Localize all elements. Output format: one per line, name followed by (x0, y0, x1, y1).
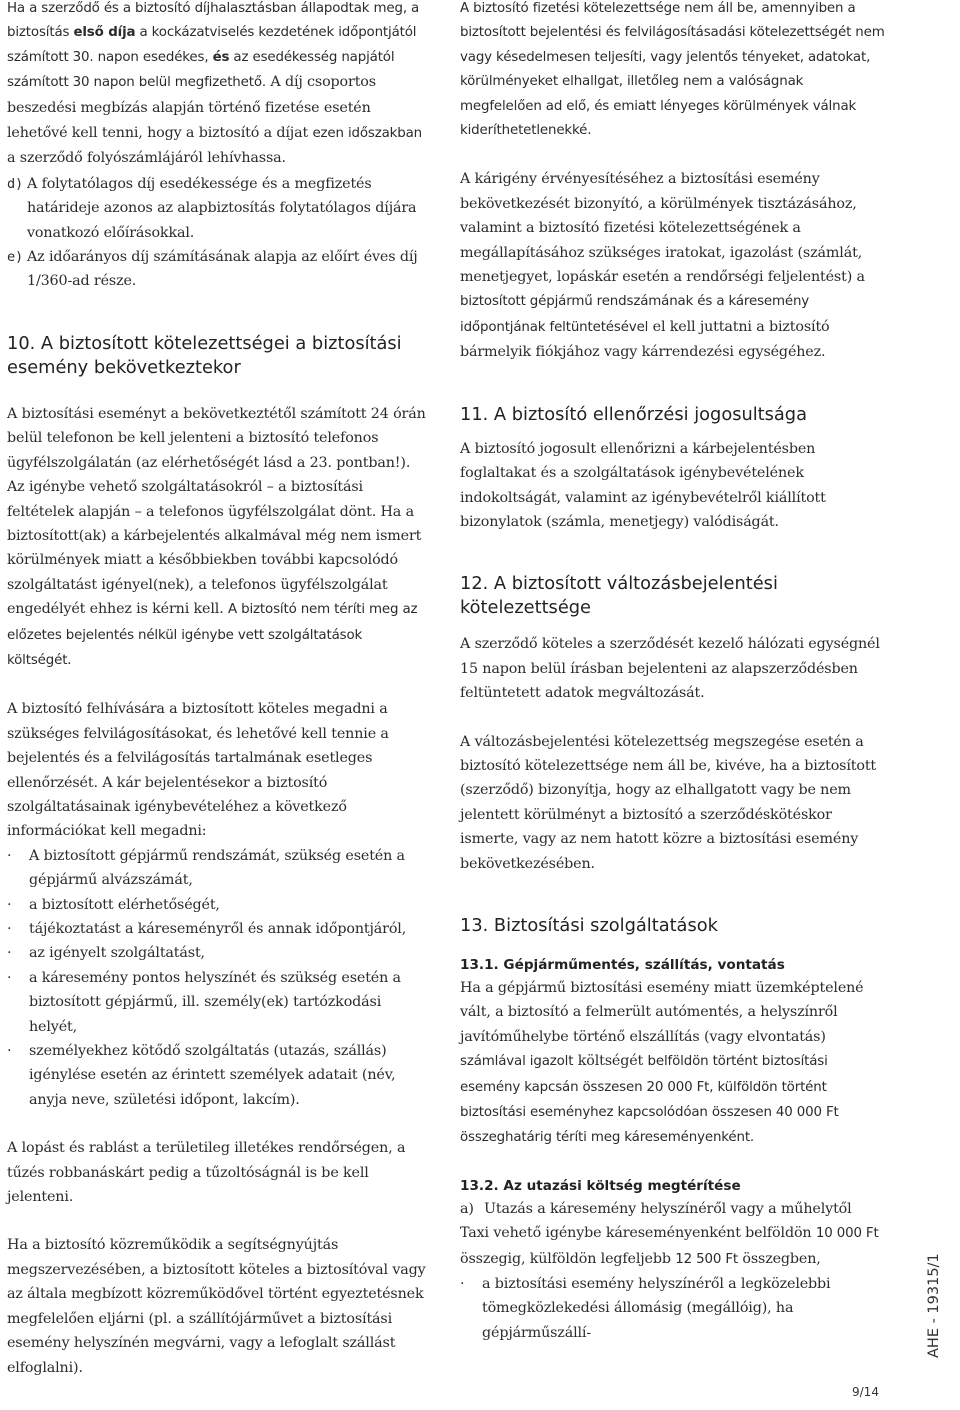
bullet-icon: · (460, 1276, 465, 1293)
section-13-2-heading: 13.2. Az utazási költség megtérítése (460, 1177, 741, 1194)
claim-emphasis: biztosított gépjármű rendszámának és a káresemény időpontjának feltüntetésével (460, 294, 810, 335)
item-a-text: Utazás a káresemény helyszínéről vagy a műhelytől (484, 1200, 852, 1217)
intro-text-tail: az esedékesség napjától számított 30 napon belül megfizethető. (7, 49, 395, 91)
p1-emphasis: A biztosító nem téríti meg az előzetes bejelentés nélkül igénybe vett szolgáltatások költségét. (7, 602, 418, 668)
bullet-icon: · (7, 1043, 12, 1060)
payment-obligation-paragraph: A biztosító fizetési kötelezettsége nem áll be, amennyiben a biztosított bejelentési és felvilágosításadási kötelezettségét nem vagy késedelmesen teljesíti, vagy jelentős tényeket, adatokat, körülményeket elhallgat, illetőleg nem a valóságnak megfelelően ad elő, és emiatt lényeges körülmények válnak kideríthetetlenekké. (460, 1, 885, 139)
intro-text-end: a szerződő folyószámlájáról lehívhassa. (7, 150, 286, 167)
p131-emphasis-invoice: számlával igazolt (460, 1054, 574, 1070)
section-10-paragraph-3: A lopást és rablást a területileg illetékes rendőrségen, a tűzés robbanáskárt pedig a tűzoltóságnál is be kell jelenteni. (7, 1140, 406, 1206)
intro-bold-and: és (212, 49, 230, 65)
item-a-label: a) (460, 1200, 474, 1217)
p131-text-mid: költségét (573, 1053, 648, 1070)
section-10-heading: 10. A biztosított kötelezettségei a biztosítási esemény bekövetkeztekor (7, 332, 402, 378)
section-13-1-heading: 13.1. Gépjárműmentés, szállítás, vontatás (460, 956, 785, 973)
list-item (7, 893, 427, 917)
intro-text: Ha a szerződő és a biztosító díjhalasztásban állapodtak meg, a biztosítás (7, 1, 420, 41)
bullet-text: A biztosított gépjármű rendszámát, szükség esetén a gépjármű alvázszámát, (29, 847, 405, 889)
section-10-paragraph-4: Ha a biztosító közreműködik a segítségnyújtás megszervezésében, a biztosított köteles a biztosítóval vagy az általa megbízott közreműködővel történt egyeztetésnek megfelelően eljárni (pl. a szállítójárművet a biztosítási esemény helyszínén megvárni, vagy a lefoglalt szállást elfoglalni). (7, 1237, 426, 1376)
bullet-text: személyekhez kötődő szolgáltatás (utazás, szállás) igénylése esetén az érintett személyek adatait (név, anyja neve, születési időpont, lakcím). (29, 1043, 396, 1108)
taxi-text: Taxi vehető igénybe káreseményenként belföldön (460, 1225, 816, 1242)
list-item (7, 941, 427, 965)
list-item (7, 966, 427, 1039)
item-e-text: Az időarányos díj számításának alapja az előírt éves díj 1/360-ad része. (27, 249, 418, 290)
list-item (7, 1039, 427, 1112)
intro-text-mid: a kockázatviselés kezdetének időpontjától számított 30. napon esedékes, (7, 25, 417, 65)
page-number: 9/14 (852, 1385, 879, 1399)
section-10-paragraph-1 (7, 402, 427, 673)
item-d-text: A folytatólagos díj esedékessége és a megfizetés határideje azonos az alapbiztosítás folytatólagos díjára vonatkozó előírásokkal. (27, 175, 417, 241)
p131-text: Ha a gépjármű biztosítási esemény miatt üzemképtelené vált, a biztosító a felmerült autómentés, a helyszínről javítóműhelybe történő elszállítás (vagy elvontatás) (460, 979, 864, 1045)
left-column (7, 0, 427, 1380)
bullet-icon: · (7, 969, 12, 986)
section-12-paragraph-2: A változásbejelentési kötelezettség megszegése esetén a biztosító kötelezettsége nem áll be, kivéve, ha a biztosított (szerződő) bizonyítja, hogy az elhallgatott vagy be nem jelentett körülményt a biztosító a szerződéskötéskor ismerte, vagy az nem hatott közre a biztosítási esemény bekövetkezésében. (460, 733, 877, 872)
section-11-heading: 11. A biztosító ellenőrzési jogosultsága (460, 403, 807, 425)
document-code: AHE - 19315/1 (926, 1253, 942, 1358)
intro-bold-first-fee: első díja (73, 25, 136, 41)
section-10-paragraph-2: A biztosító felhívására a biztosított köteles megadni a szükséges felvilágosításokat, és lehetővé kell tennie a bejelentés és a felvilágosítás tartalmának esetleges ellenőrzését. A kár bejelentésekor a biztosító szolgáltatásainak igénybevételéhez a következő információkat kell megadni: (7, 701, 389, 840)
p1-text: A biztosítási eseményt a bekövetkeztétől számított 24 órán belül telefonon be kell jelenteni a biztosító telefonos ügyfélszolgálatán (az elérhetőségét lásd a 23. pontban!). Az igénybe vehető szolgáltatásokról – a biztosítási feltételek alapján – a telefonos ügyfélszolgálat dönt. Ha a biztosított(ak) a kárbejelentés alkalmával még nem ismert körülmények miatt a későbbiekben további kapcsolódó szolgáltatást igényel(nek), a telefonos ügyfélszolgálat engedélyét ehhez is kérni kell. (7, 405, 426, 618)
list-item (7, 844, 427, 893)
taxi-text-mid: összegig, külföldön legfeljebb (460, 1250, 676, 1267)
taxi-text-end: összegben, (738, 1250, 821, 1267)
section-12-paragraph-1: A szerződő köteles a szerződését kezelő hálózati egységnél 15 napon belül írásban bejelenteni az alapszerződésben feltüntetett adatok megváltozását. (460, 636, 880, 702)
intro-paragraph (7, 0, 427, 172)
taxi-amount-abroad: 12 500 Ft (675, 1251, 738, 1267)
bullet-text: tájékoztatást a káreseményről és annak időpontjáról, (29, 921, 407, 937)
p131-emphasis-limits: belföldön történt biztosítási esemény kapcsán összesen 20 000 Ft, külföldön történt biztosítási eseményhez kapcsolódóan összesen 40 000 Ft összeghatárig téríti meg káreseményenként. (460, 1054, 839, 1146)
item-e-label: e) (7, 249, 24, 266)
bullet-text: a biztosítási esemény helyszínéről a legközelebbi tömegközlekedési állomásig (megállóig), ha gépjárműszállí- (482, 1276, 831, 1341)
item-e (7, 245, 427, 294)
bullet-icon: · (7, 945, 12, 962)
section-13-heading: 13. Biztosítási szolgáltatások (460, 914, 718, 936)
bullet-text: a káresemény pontos helyszínét és szükség esetén a biztosított gépjármű, ill. személy(ek) tartózkodási helyét, (29, 969, 401, 1035)
section-13-1-paragraph (460, 976, 885, 1151)
item-a (460, 1197, 885, 1221)
list-item (7, 917, 427, 941)
claim-text: A kárigény érvényesítéséhez a biztosítási esemény bekövetkezését bizonyító, a körülmények tisztázásához, valamint a biztosító fizetési kötelezettségének a megállapításához szükséges iratokat, igazolást (számlát, menetjegyet, lopáskár esetén a rendőrségi feljelentést) a (460, 171, 865, 286)
intro-text-rest: A díj csoportos beszedési megbízás alapján történő fizetése esetén lehetővé kell tenni, hogy a biztosító a díjat (7, 74, 376, 142)
right-column (460, 0, 885, 1345)
bullet-icon: · (7, 847, 12, 864)
bullet-icon: · (7, 921, 12, 937)
bullet-icon: · (7, 896, 12, 913)
item-d (7, 172, 427, 245)
claim-paragraph (460, 167, 885, 364)
claim-text-end: el kell juttatni a biztosító bármelyik fiókjához vagy kárrendezési egységéhez. (460, 318, 830, 361)
bullet-text: az igényelt szolgáltatást, (29, 945, 205, 962)
taxi-amount-domestic: 10 000 Ft (815, 1226, 879, 1242)
intro-bold-period: ezen időszakban (312, 126, 423, 142)
item-d-label: d) (7, 175, 24, 192)
section-12-heading: 12. A biztosított változásbejelentési kötelezettsége (460, 573, 778, 619)
bullet-text: a biztosított elérhetőségét, (29, 896, 220, 913)
section-11-paragraph: A biztosító jogosult ellenőrizni a kárbejelentésben foglaltakat és a szolgáltatások igénybevételének indokoltságát, valamint az igénybevételről kiállított bizonylatok (számla, menetjegy) valódiságát. (460, 440, 826, 530)
list-item (460, 1272, 885, 1345)
info-bullet-list (7, 844, 427, 1112)
taxi-paragraph (460, 1221, 885, 1272)
